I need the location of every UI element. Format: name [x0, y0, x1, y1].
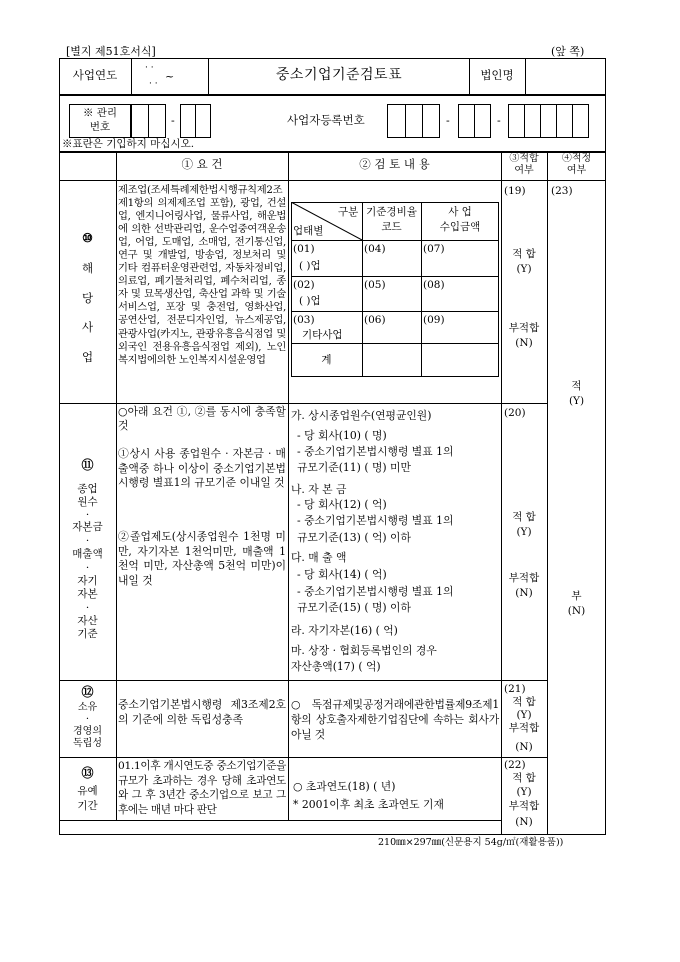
fit-no[interactable]: 부적합: [508, 800, 540, 812]
reg-digit-box[interactable]: [572, 104, 589, 138]
row-income[interactable]: (09): [423, 314, 445, 326]
section3-label: 독립성: [73, 738, 102, 749]
review-line: - 중소기업기본법시행령 별표 1의: [297, 445, 454, 458]
reg-digit-box[interactable]: [474, 104, 491, 138]
review-line: 자산총액(17) ( 억): [291, 660, 381, 673]
section1-label-char: 업: [81, 350, 94, 364]
section2-label: 종업: [77, 483, 98, 495]
form-title: 중소기업기준검토표: [275, 67, 403, 83]
col4-no-code: (N): [567, 605, 586, 617]
col-income-2: 수입금액: [439, 221, 481, 233]
section4-num: ⑬: [81, 766, 94, 780]
review-line: - 중소기업기본법시행령 별표 1의: [297, 585, 454, 598]
section2-label: 자기: [77, 575, 98, 587]
section3-requirement: 중소기업기본법시행령 제3조제2호의 기준에 의한 독립성충족: [118, 698, 286, 726]
fit-yes[interactable]: 적 합: [512, 772, 536, 784]
section4-label: 유예: [77, 785, 98, 797]
section2-label: 자산: [77, 615, 98, 627]
section2-label: 자본: [77, 588, 98, 600]
reg-digit-box[interactable]: [405, 104, 423, 138]
mgmt-digit-box[interactable]: [195, 104, 211, 138]
reg-no-label: 사업자등록번호: [287, 113, 365, 127]
section3-label: 소유: [77, 702, 98, 713]
section3-label: 경영의: [73, 726, 102, 737]
section2-label: ·: [85, 562, 90, 574]
reg-digit-box[interactable]: [540, 104, 557, 138]
review-line: - 중소기업기본법시행령 별표 1의: [297, 514, 454, 527]
section4-label: 기간: [77, 800, 98, 812]
fit-yes[interactable]: 적 합: [512, 248, 536, 260]
review-line: - 당 회사(12) ( 억): [297, 498, 387, 511]
section2-label: ·: [85, 535, 90, 547]
row-sub[interactable]: ( )업: [299, 295, 321, 307]
reg-dash-1: -: [446, 114, 450, 127]
review-line: 다. 매 출 액: [291, 551, 347, 564]
section4-review-2: * 2001이후 최초 초과연도 기재: [293, 798, 444, 811]
col4-yes[interactable]: 적: [571, 380, 582, 392]
review-line: - 당 회사(14) ( 억): [297, 568, 387, 581]
fit-code: (21): [504, 683, 526, 695]
business-year-label: 사업연도: [72, 68, 118, 82]
col-fit-2: 여부: [514, 165, 534, 176]
total-label: 계: [321, 354, 332, 366]
fit-no[interactable]: 부적합: [508, 722, 540, 734]
reg-digit-box[interactable]: [458, 104, 475, 138]
col-ratio-2: 코드: [381, 221, 402, 233]
row-sub: 기타사업: [302, 329, 343, 341]
reg-digit-box[interactable]: [387, 104, 406, 138]
fit-yes[interactable]: 적 합: [512, 511, 536, 523]
reg-digit-box[interactable]: [556, 104, 573, 138]
col-ratio-1: 기준경비율: [366, 206, 417, 218]
section2-req-2: ②졸업제도(상시종업원수 1천명 미만, 자기자본 1천억미만, 매출액 1천억 미만, 자산총액 5천억 미만)이내일 것: [118, 530, 286, 587]
col-fit2-1: ④적정: [561, 153, 592, 164]
corp-name-field[interactable]: [527, 60, 604, 92]
row-income[interactable]: (08): [423, 279, 445, 291]
mgmt-label-1: ※ 관리: [82, 107, 118, 119]
note-text: ※표란은 기입하지 마십시오.: [62, 138, 195, 150]
fit-no-code: (N): [515, 337, 533, 349]
section2-req-1: ①상시 사용 종업원수 · 자본금 · 매출액중 하나 이상이 중소기업기본법시행령 별표1의 규모기준 이내일 것: [118, 447, 286, 489]
fit-yes[interactable]: 적 합: [512, 696, 536, 708]
review-line: 규모기준(15) ( 명) 이하: [297, 601, 411, 614]
form-tag: [별지 제51호서식]: [66, 45, 156, 58]
row-ratio[interactable]: (06): [364, 314, 386, 326]
section1-label-char: 사: [81, 320, 94, 334]
reg-digit-box[interactable]: [508, 104, 525, 138]
mgmt-digit-box[interactable]: [148, 104, 166, 138]
section1-requirement: 제조업(조세특례제한법시행규칙제2조제1항의 의제제조업 포함), 광업, 건설업, 엔지니어링사업, 물류사업, 해운법에 의한 선박관리업, 운수업중여객운송업, 어업, 도매업, 소매업, 전기통신업, 연구 및 개발업, 방송업, 정보처리 및 기타 컴퓨터운영관련업, 자동차정비업, 의료업, 폐기물처리업, 폐수처리업, 종자 및 묘목생산업, 축산업 과학 및 기술서비스업, 포장 및 충전업, 영화산업, 공연산업, 전문디자인업, 뉴스제공업, 관광사업(카지노, 관광유흥음식점업 및 외국인 전용유흥음식점업 제외), 노인복지법에의한 노인복지시설운영업: [118, 184, 286, 366]
corp-name-label: 법인명: [480, 68, 514, 82]
col-review: ② 검 토 내 용: [359, 157, 430, 171]
section3-label: ·: [85, 714, 90, 725]
row-ratio[interactable]: (04): [364, 243, 386, 255]
col-income-1: 사 업: [448, 206, 472, 218]
section4-review-1: ○ 초과연도(18) ( 년): [293, 780, 396, 793]
section1-label-char: 해: [81, 261, 94, 275]
fit-yes-code: (Y): [516, 526, 532, 538]
fit-yes-code: (Y): [516, 786, 532, 798]
fit-no[interactable]: 부적합: [508, 572, 540, 584]
row-sub[interactable]: ( )업: [299, 260, 321, 272]
row-code: (03): [293, 314, 315, 326]
review-line: 라. 자기자본(16) ( 억): [291, 624, 398, 637]
row-ratio[interactable]: (05): [364, 279, 386, 291]
mgmt-dash: -: [171, 114, 175, 127]
section2-req-intro: ○아래 요건 ①, ②를 동시에 충족할 것: [118, 405, 286, 432]
section1-num: ⑩: [82, 231, 93, 245]
diag-bottom-label: 업태별: [293, 225, 324, 237]
reg-digit-box[interactable]: [422, 104, 440, 138]
footer-paper-spec: 210㎜×297㎜(신문용지 54g/㎡(재활용품)): [378, 837, 564, 848]
col-fit2-2: 여부: [566, 165, 587, 176]
fit-code: (19): [504, 185, 526, 197]
fit-code: (22): [504, 759, 526, 771]
mgmt-label-2: 번호: [89, 121, 111, 133]
fit-yes-code: (Y): [516, 709, 532, 721]
section2-label: ·: [85, 509, 90, 521]
section2-num: ⑪: [81, 458, 94, 472]
fit-yes-code: (Y): [516, 263, 532, 275]
page-side: (앞 쪽): [551, 45, 585, 58]
section1-label-char: 당: [81, 291, 94, 305]
business-year-field[interactable]: · · ~ · ·: [145, 63, 175, 89]
row-code: (02): [293, 279, 315, 291]
review-line: 나. 자 본 금: [291, 483, 347, 496]
col4-yes-code: (Y): [568, 395, 585, 407]
review-line: 규모기준(11) ( 명) 미만: [297, 461, 411, 474]
fit-no[interactable]: 부적합: [508, 322, 540, 334]
review-line: - 당 회사(10) ( 명): [297, 429, 387, 442]
fit-no-code: (N): [515, 741, 533, 753]
fit-no-code: (N): [515, 587, 533, 599]
section3-num: ⑫: [81, 685, 94, 699]
col-requirement: ① 요 건: [181, 157, 223, 171]
mgmt-digit-box[interactable]: [131, 104, 149, 138]
section3-review: ○ 독점규제및공정거래에관한법률제9조제1항의 상호출자제한기업집단에 속하는 회사가 아닐 것: [291, 698, 499, 741]
reg-digit-box[interactable]: [524, 104, 541, 138]
diag-top-label: 구분: [338, 206, 359, 218]
col4-code: (23): [551, 185, 573, 197]
year-range-mark: ~: [165, 70, 175, 83]
section4-requirement: 01.1이후 개시연도중 중소기업기준을 규모가 초과하는 경우 당해 초과연도와 그 후 3년간 중소기업으로 보고 그 후에는 매년 마다 판단: [118, 760, 286, 816]
reg-dash-2: -: [497, 114, 501, 127]
row-income[interactable]: (07): [423, 243, 445, 255]
row-code: (01): [293, 243, 315, 255]
section2-label: ·: [85, 602, 90, 614]
review-line: 가. 상시종업원수(연평균인원): [291, 409, 432, 422]
review-line: 마. 상장 · 협회등록법인의 경우: [291, 644, 437, 657]
fit-code: (20): [504, 407, 526, 419]
section2-label: 원수: [77, 496, 98, 508]
section2-label: 매출액: [72, 548, 103, 560]
section2-label: 자본금: [72, 521, 103, 533]
col-fit-1: ③적합: [509, 153, 539, 164]
fit-no-code: (N): [515, 816, 533, 828]
review-line: 규모기준(13) ( 억) 이하: [297, 531, 411, 544]
col4-no[interactable]: 부: [571, 590, 582, 602]
section2-label: 기준: [77, 628, 98, 640]
mgmt-digit-box[interactable]: [180, 104, 196, 138]
